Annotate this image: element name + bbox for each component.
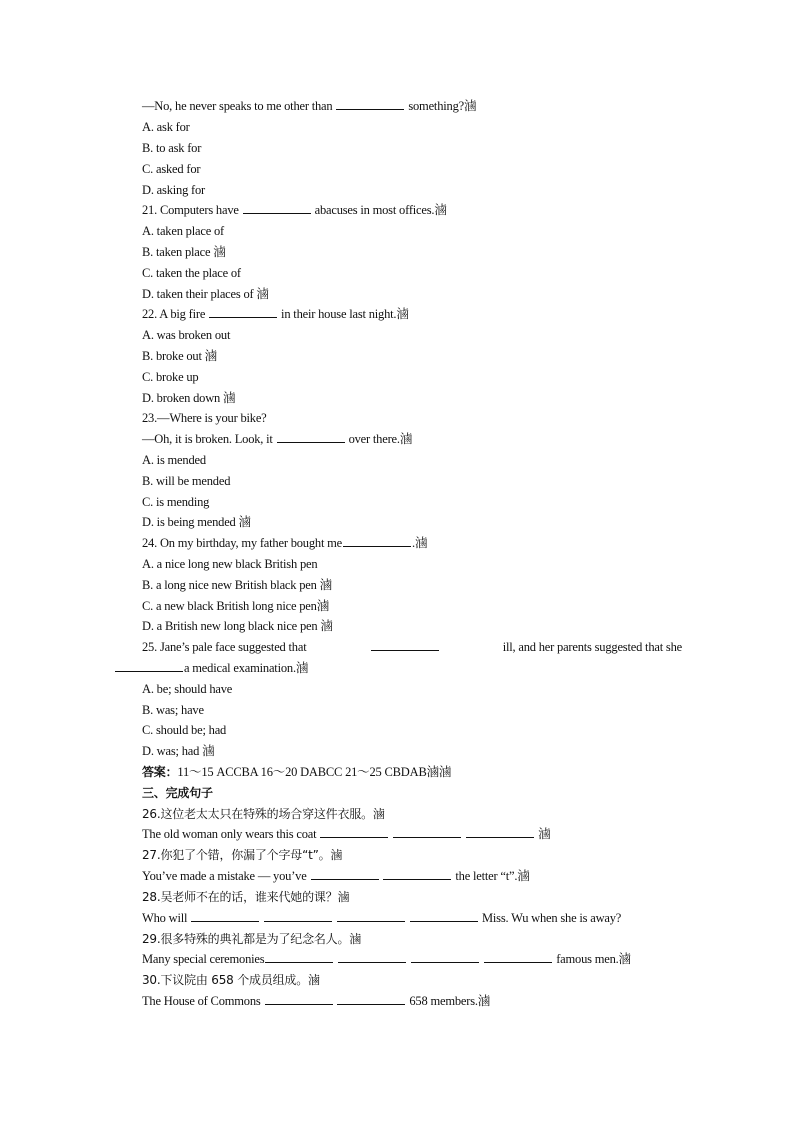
- option-d: D. asking for: [142, 183, 206, 197]
- question-28-sentence: [142, 910, 621, 926]
- answer-blank: [338, 951, 406, 963]
- question-24: [142, 535, 427, 551]
- option-a: A. is mended: [142, 453, 206, 467]
- question-29-sentence: [142, 951, 631, 967]
- answer-blank: [265, 993, 333, 1005]
- text: over there.滷: [348, 432, 413, 446]
- question-23: 23.—Where is your bike?: [142, 411, 267, 425]
- option-a: A. a nice long new black British pen: [142, 557, 318, 571]
- answer-blank: [337, 993, 405, 1005]
- answer-blank: [393, 826, 461, 838]
- question-27-prompt: 27.你犯了个错，你漏了个字母“t”。滷: [142, 848, 343, 862]
- answer-blank: [277, 431, 345, 443]
- answer-blank: [336, 98, 404, 110]
- text: 25. Jane’s pale face suggested that: [142, 640, 307, 654]
- question-22: [142, 306, 409, 322]
- answer-blank: [115, 660, 183, 672]
- option-c: C. is mending: [142, 495, 210, 509]
- q25-continued: [114, 660, 308, 676]
- option-c: C. taken the place of: [142, 266, 241, 280]
- option-a: A. be; should have: [142, 682, 233, 696]
- answer-blank: [265, 951, 333, 963]
- option-d: D. taken their places of 滷: [142, 287, 269, 301]
- option-d: D. was; had 滷: [142, 744, 215, 758]
- option-c: C. asked for: [142, 162, 201, 176]
- text: Who will: [142, 911, 188, 925]
- option-b: B. to ask for: [142, 141, 202, 155]
- answer-blank: [484, 951, 552, 963]
- answer-blank: [410, 910, 478, 922]
- text: You’ve made a mistake — you’ve: [142, 869, 307, 883]
- option-a: A. taken place of: [142, 224, 224, 238]
- question-26-sentence: [142, 826, 550, 842]
- answer-blank: [383, 868, 451, 880]
- answer-blank: [320, 826, 388, 838]
- question-28-prompt: 28.吴老师不在的话，谁来代她的课？滷: [142, 890, 350, 904]
- answer-blank: [337, 910, 405, 922]
- question-25: [142, 639, 682, 655]
- option-c: C. should be; had: [142, 723, 227, 737]
- text: 24. On my birthday, my father bought me: [142, 536, 343, 550]
- option-a: A. ask for: [142, 120, 190, 134]
- text: ill, and her parents suggested that she: [502, 640, 682, 654]
- question-26-prompt: 26.这位老太太只在特殊的场合穿这件衣服。滷: [142, 807, 385, 821]
- text: famous men.滷: [556, 952, 631, 966]
- answer-label: 答案：: [142, 765, 178, 779]
- answer-blank: [311, 868, 379, 880]
- answer-values: 11～15 ACCBA 16～20 DABCC 21～25 CBDAB滷滷: [177, 765, 452, 779]
- text: a medical examination.滷: [184, 661, 309, 675]
- text: the letter “t”.滷: [455, 869, 530, 883]
- q20-dialog-line: [142, 98, 476, 114]
- text: in their house last night.滷: [281, 307, 409, 321]
- question-21: [142, 202, 447, 218]
- question-27-sentence: [142, 868, 530, 884]
- text: Miss. Wu when she is away?: [481, 911, 622, 925]
- option-b: B. will be mended: [142, 474, 231, 488]
- option-a: A. was broken out: [142, 328, 231, 342]
- question-30-sentence: [142, 993, 490, 1009]
- question-30-prompt: 30.下议院由 658 个成员组成。滷: [142, 973, 320, 987]
- answer-blank: [264, 910, 332, 922]
- answer-blank: [371, 639, 439, 651]
- text: —No, he never speaks to me other than: [142, 99, 333, 113]
- text: abacuses in most offices.滷: [314, 203, 447, 217]
- text: something?滷: [408, 99, 477, 113]
- text: —Oh, it is broken. Look, it: [142, 432, 273, 446]
- answer-blank: [243, 202, 311, 214]
- option-c: C. a new black British long nice pen滷: [142, 599, 330, 613]
- option-c: C. broke up: [142, 370, 199, 384]
- option-d: D. broken down 滷: [142, 391, 236, 405]
- section-heading: 三、完成句子: [142, 786, 213, 800]
- question-29-prompt: 29.很多特殊的典礼都是为了纪念名人。滷: [142, 932, 362, 946]
- option-b: B. was; have: [142, 703, 204, 717]
- text: The old woman only wears this coat: [142, 827, 317, 841]
- text: .滷: [412, 536, 428, 550]
- text: 滷: [538, 827, 551, 841]
- option-b: B. a long nice new British black pen 滷: [142, 578, 332, 592]
- answer-blank: [411, 951, 479, 963]
- text: 658 members.滷: [409, 994, 491, 1008]
- option-d: D. is being mended 滷: [142, 515, 251, 529]
- answer-blank: [466, 826, 534, 838]
- text: 22. A big fire: [142, 307, 206, 321]
- answer-blank: [343, 535, 411, 547]
- option-d: D. a British new long black nice pen 滷: [142, 619, 333, 633]
- text: Many special ceremonies: [142, 952, 265, 966]
- option-b: B. taken place 滷: [142, 245, 226, 259]
- text: The House of Commons: [142, 994, 261, 1008]
- q23-dialog-line: [142, 431, 412, 447]
- text: 21. Computers have: [142, 203, 239, 217]
- option-b: B. broke out 滷: [142, 349, 217, 363]
- answer-blank: [209, 306, 277, 318]
- answer-blank: [191, 910, 259, 922]
- answer-key: [142, 764, 451, 780]
